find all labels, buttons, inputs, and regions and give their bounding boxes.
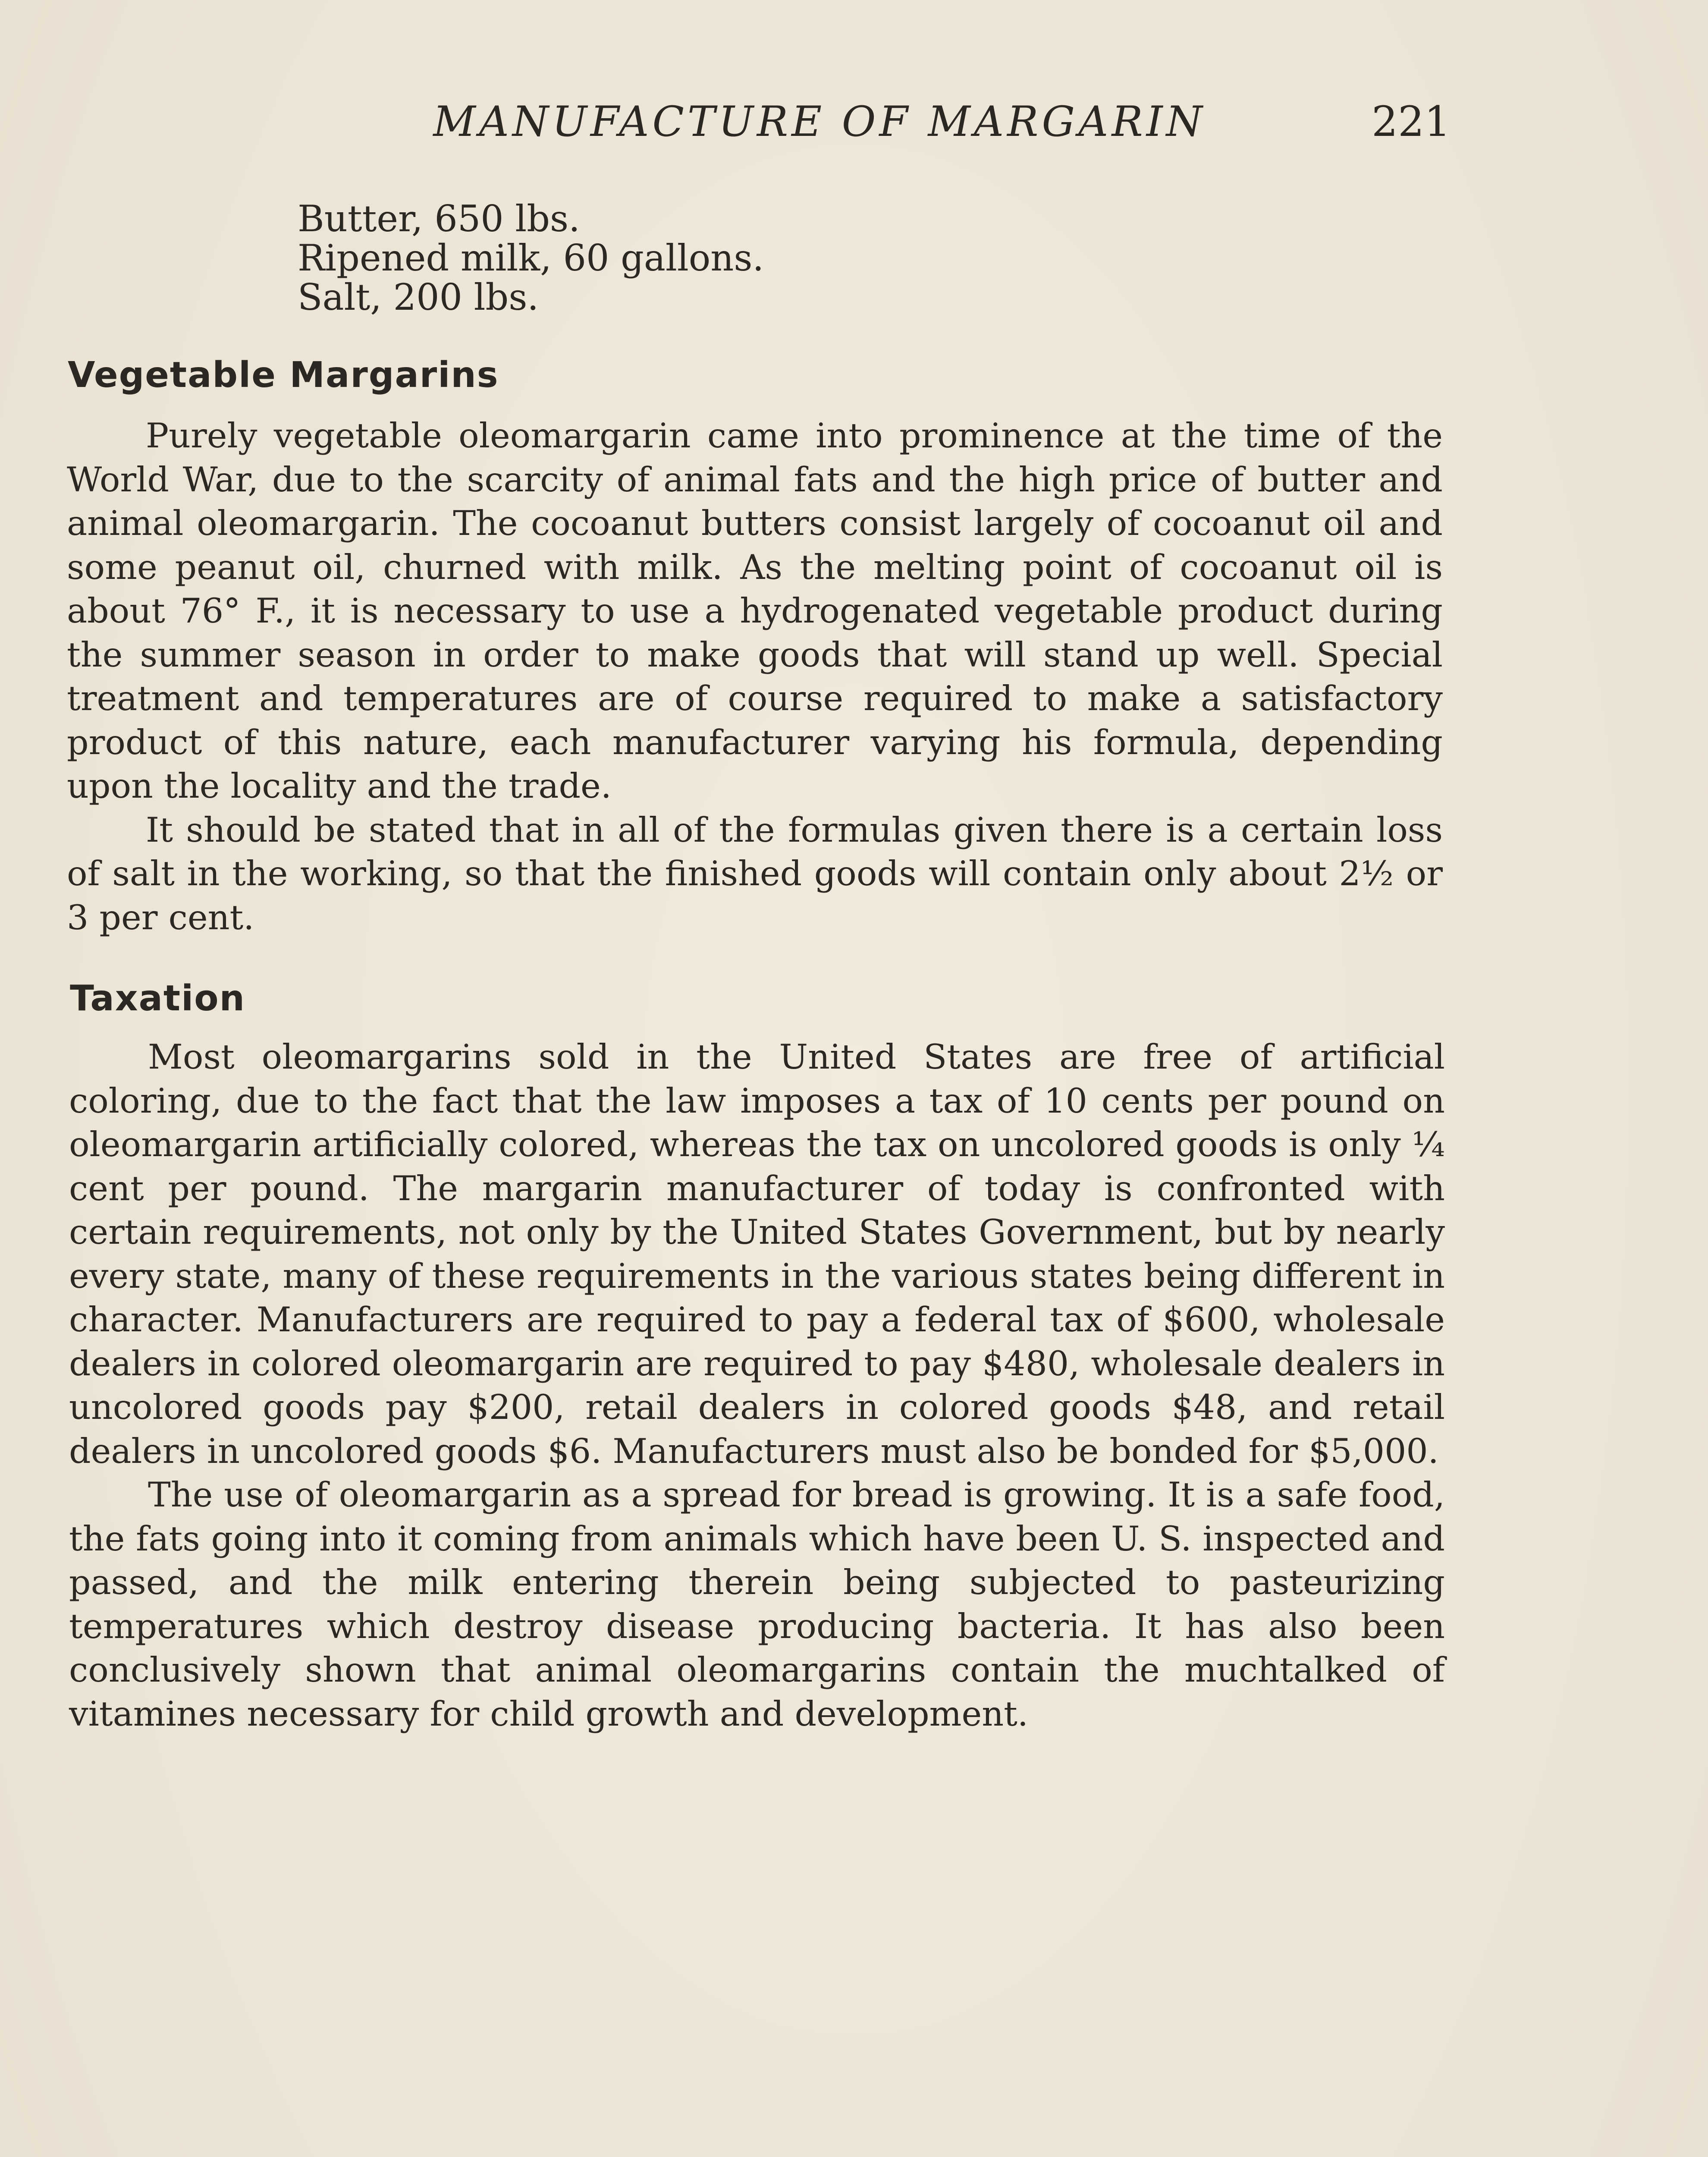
section-body-vegetable-margarins <box>67 414 1443 940</box>
section-heading-vegetable-margarins: Vegetable Margarins <box>68 355 499 396</box>
running-head-title: MANUFACTURE OF MARGARIN <box>433 97 1206 146</box>
paragraph: Most oleomargarins sold in the United States are free of artificial coloring, due to the fact that the law imposes a tax of 10 cents per pound on oleomargarin artificially colored, whereas the tax on uncolored goods is only ¼ cent per pound. The margarin manufacturer of today is confronted with certain requirements, not only by the United States Government, but by nearly every state, many of these requirements in the various states being different in character. Manufacturers are required to pay a federal tax of $600, wholesale dealers in colored oleomargarin are required to pay $480, wholesale dealers in uncolored goods pay $200, retail dealers in colored goods $48, and retail dealers in uncolored goods $6. Manufacturers must also be bonded for $5,000. <box>69 1037 1445 1471</box>
recipe-list <box>298 199 764 317</box>
recipe-item-salt: Salt, 200 lbs. <box>298 276 539 318</box>
section-heading-taxation: Taxation <box>70 978 245 1019</box>
section-body-taxation <box>69 1035 1445 1736</box>
recipe-item-butter: Butter, 650 lbs. <box>298 198 580 240</box>
recipe-item-milk: Ripened milk, 60 gallons. <box>298 237 764 279</box>
paragraph: Purely vegetable oleomargarin came into prominence at the time of the World War, due to the scarcity of animal fats and the high price of butter and animal oleomargarin. The cocoanut butters consist largely of cocoanut oil and some peanut oil, churned with milk. As the melting point of cocoanut oil is about 76° F., it is necessary to use a hydrogenated vegetable product during the summer season in order to make goods that will stand up well. Special treatment and temperatures are of course required to make a satisfactory product of this nature, each manufacturer varying his formula, depending upon the locality and the trade. <box>67 416 1443 806</box>
page-number: 221 <box>1372 97 1451 146</box>
paragraph: It should be stated that in all of the formulas given there is a certain loss of salt in the working, so that the finished goods will contain only about 2½ or 3 per cent. <box>67 810 1443 937</box>
paragraph: The use of oleomargarin as a spread for bread is growing. It is a safe food, the fats going into it coming from animals which have been U. S. inspected and passed, and the milk entering therein being subjected to pasteurizing temperatures which destroy disease producing bacteria. It has also been conclusively shown that animal oleomargarins contain the muchtalked of vitamines necessary for child growth and development. <box>69 1475 1445 1734</box>
